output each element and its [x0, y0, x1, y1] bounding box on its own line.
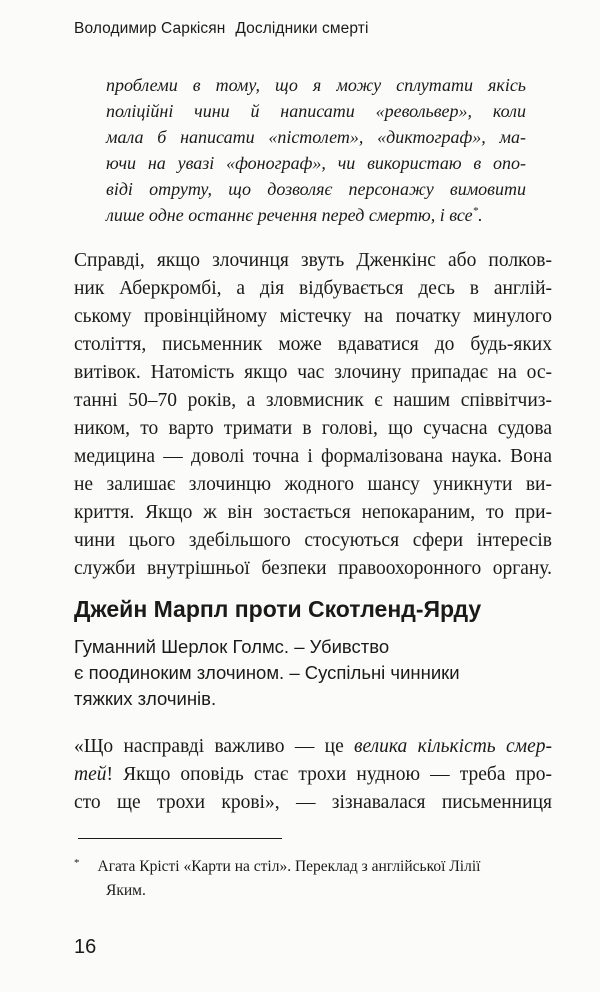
paragraph-line: Справді, якщо злочинця звуть Дженкінс або полков-: [74, 250, 552, 271]
paragraph-line: служби внутрішньої безпеки правоохоронного органу.: [74, 558, 552, 579]
quote-end: .: [478, 205, 483, 225]
paragraph-line: танні 50–70 років, а зловмисник є нашим співвітчиз-: [74, 390, 552, 411]
footnote-line: Яким.: [106, 882, 146, 899]
quote-line: поліційні чини й написати «револьвер», коли: [106, 101, 526, 121]
footnote-text: Агата Крісті «Карти на стіл». Переклад з англійської Лілії: [97, 858, 481, 875]
closing-line: [74, 764, 552, 786]
footnote-divider: [78, 838, 282, 839]
footnote-line: [74, 858, 480, 876]
paragraph-line: ником, то варто тримати в голові, що сучасна судова: [74, 418, 552, 439]
quote-last-line: [106, 205, 526, 226]
paragraph-line: витівок. Натомість якщо час злочину припадає на ос-: [74, 362, 552, 383]
closing-line: [74, 736, 552, 758]
quote-line: ючи на увазі «фонограф», чи використаю в опо-: [106, 153, 526, 173]
paragraph-line: криття. Якщо ж він зостається непокараним, то при-: [74, 502, 552, 523]
closing-line: сто ще трохи крові», — зізнавалася письменниця: [74, 792, 552, 813]
summary-line: Гуманний Шерлок Голмс. – Убивство: [74, 636, 390, 657]
closing-text: ! Якщо оповідь стає трохи нудною — треба про-: [106, 764, 552, 785]
section-heading: Джейн Марпл проти Скотленд-Ярду: [74, 596, 482, 622]
quote-line: віді отруту, що дозволяє персонажу вимовити: [106, 179, 526, 199]
footnote-mark: *: [74, 857, 80, 869]
paragraph-line: століття, письменник може вдаватися до будь-яких: [74, 334, 552, 355]
summary-line: тяжких злочинів.: [74, 688, 217, 709]
paragraph-line: чини цього здебільшого стосуються сфери інтересів: [74, 530, 552, 551]
running-head: [74, 20, 369, 38]
quote-line: проблеми в тому, що я можу сплутати якісь: [106, 75, 526, 95]
paragraph-line: не залишає злочинцю жодного шансу уникнути ви-: [74, 474, 552, 495]
closing-italic-text: тей: [74, 764, 107, 785]
footnote-reference[interactable]: *: [472, 205, 479, 217]
summary-line: є поодиноким злочином. – Суспільні чинники: [74, 662, 460, 683]
page-number: 16: [74, 936, 97, 958]
closing-italic-text: велика кількість смер-: [354, 736, 552, 757]
header-author: Володимир Саркісян: [74, 20, 226, 37]
quote-line: лише одне останнє речення перед смертю, і все: [106, 205, 473, 225]
paragraph-line: ському провінційному містечку на початку минулого: [74, 306, 552, 327]
quote-line: мала б написати «пістолет», «диктограф», ма-: [106, 127, 526, 147]
paragraph-line: ник Аберкромбі, а дія відбувається десь в англій-: [74, 278, 552, 299]
header-book-title: Дослідники смерті: [235, 20, 369, 37]
closing-text: «Що насправді важливо — це: [74, 736, 355, 757]
paragraph-line: медицина — доволі точна і формалізована наука. Вона: [74, 446, 552, 467]
